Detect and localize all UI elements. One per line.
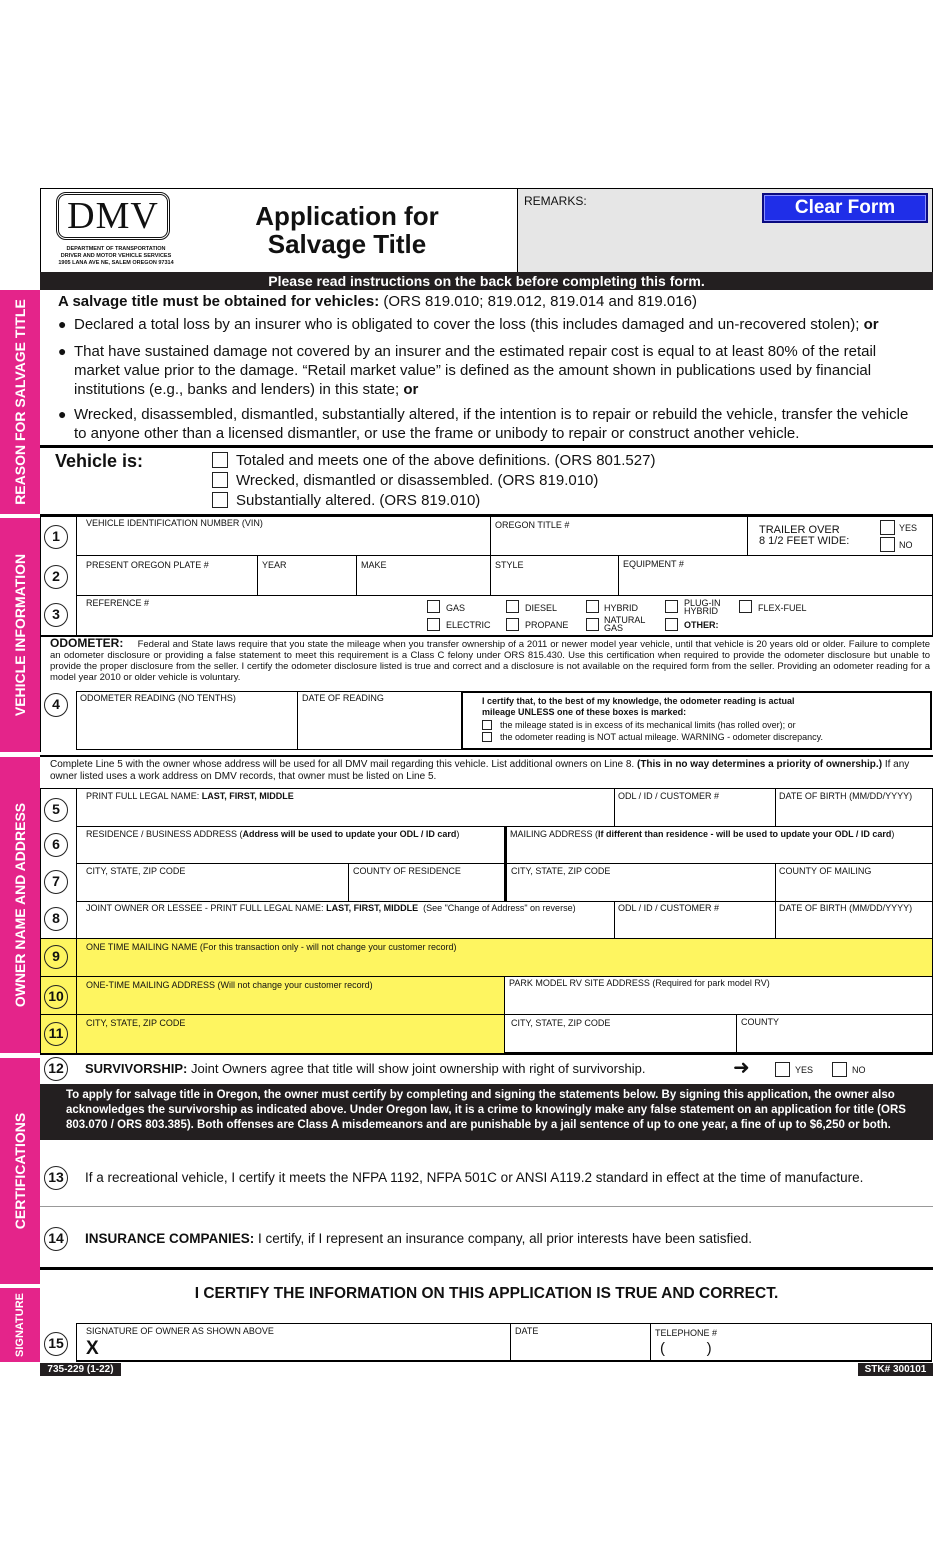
diesel-label: DIESEL	[525, 603, 558, 613]
joint-owner-label: JOINT OWNER OR LESSEE - PRINT FULL LEGAL NAME: LAST, FIRST, MIDDLE (See "Change of Address" on reverse)	[86, 903, 576, 913]
side-cert: CERTIFICATIONS	[0, 1058, 40, 1284]
no-label: NO	[899, 540, 913, 550]
signature-x: X	[86, 1338, 99, 1359]
arrow-right-icon: ➜	[733, 1057, 750, 1079]
make-label: MAKE	[361, 560, 387, 570]
mailing-city-label: CITY, STATE, ZIP CODE	[511, 866, 611, 876]
reason-heading: A salvage title must be obtained for vehicles: (ORS 819.010; 819.012, 819.014 and 819.016)	[58, 293, 697, 310]
vin-label: VEHICLE IDENTIFICATION NUMBER (VIN)	[86, 518, 263, 528]
divider	[40, 635, 933, 637]
electric-label: ELECTRIC	[446, 620, 491, 630]
hybrid-label: HYBRID	[604, 603, 639, 613]
rolled-over-label: the mileage stated is in excess of its mechanical limits (has rolled over); or	[500, 720, 796, 730]
stock-number: STK# 300101	[858, 1363, 933, 1376]
one-time-address-label: ONE-TIME MAILING ADDRESS (Will not change your customer record)	[86, 980, 373, 990]
side-reason: REASON FOR SALVAGE TITLE	[0, 290, 40, 514]
right-border	[932, 517, 933, 637]
dmv-address	[46, 246, 186, 267]
wrecked-label: Wrecked, dismantled or disassembled. (ORS 819.010)	[236, 472, 599, 489]
line-number: 6	[44, 833, 68, 857]
propane-checkbox[interactable]	[506, 618, 519, 631]
joint-owner-input[interactable]	[77, 913, 614, 937]
clear-form-button[interactable]: Clear Form	[762, 193, 928, 223]
odometer-date-input[interactable]	[298, 703, 460, 749]
logo-line-2: DRIVER AND MOTOR VEHICLE SERVICES	[60, 253, 172, 259]
survivorship-no-label: NO	[852, 1065, 866, 1075]
line-number: 1	[44, 525, 68, 549]
form-number: 735-229 (1-22)	[40, 1363, 121, 1376]
joint-odl-input[interactable]	[615, 913, 775, 937]
divider	[76, 595, 932, 596]
divider	[40, 976, 933, 977]
line-number: 4	[44, 693, 68, 717]
odl-label: ODL / ID / CUSTOMER #	[618, 791, 720, 801]
certify-statement: I CERTIFY THE INFORMATION ON THIS APPLICATION IS TRUE AND CORRECT.	[194, 1285, 779, 1302]
phone-parens: ( )	[660, 1340, 712, 1357]
vehicle-is-label: Vehicle is:	[55, 451, 144, 471]
line-number: 3	[44, 603, 68, 627]
trailer-yes-checkbox[interactable]	[880, 520, 895, 535]
plate-input[interactable]	[77, 570, 257, 594]
rv-certification: If a recreational vehicle, I certify it meets the NFPA 1192, NFPA 501C or ANSI A119.2 standard in effect at the time of manufacture.	[85, 1170, 864, 1185]
line-number: 9	[44, 945, 68, 969]
plate-label: PRESENT OREGON PLATE #	[86, 560, 209, 570]
residence-label: RESIDENCE / BUSINESS ADDRESS (Address will be used to update your ODL / ID card)	[86, 829, 460, 839]
divider	[40, 1206, 933, 1207]
other-checkbox[interactable]	[665, 618, 678, 631]
signature-label: SIGNATURE OF OWNER AS SHOWN ABOVE	[86, 1326, 274, 1336]
divider	[747, 517, 748, 555]
line-number: 11	[44, 1022, 68, 1046]
one-time-name-label: ONE TIME MAILING NAME (For this transaction only - will not change your customer record)	[86, 942, 457, 952]
owner-name-label: PRINT FULL LEGAL NAME: LAST, FIRST, MIDDLE	[86, 791, 294, 801]
oregon-title-input[interactable]	[491, 531, 747, 555]
mailing-label: MAILING ADDRESS (If different than residence - will be used to update your ODL / ID card)	[510, 829, 895, 839]
yes-label: YES	[899, 523, 918, 533]
telephone-label: TELEPHONE #	[655, 1328, 718, 1338]
not-actual-checkbox[interactable]	[482, 732, 492, 742]
flex-fuel-checkbox[interactable]	[739, 600, 752, 613]
odometer-reading-label: ODOMETER READING (NO TENTHS)	[80, 693, 236, 703]
style-label: STYLE	[495, 560, 524, 570]
line-number: 7	[44, 870, 68, 894]
owner-intro: Complete Line 5 with the owner whose address will be used for all DMV mail regarding this vehicle. List additional owners on Line 8. (This in no way determines a priority of ownership.) If any owner listed uses a work address on DMV records, that owner must be listed on Line 5.	[50, 759, 910, 782]
bullet-icon: ●	[58, 343, 67, 359]
divider	[40, 1014, 933, 1015]
style-input[interactable]	[491, 570, 618, 594]
not-actual-label: the odometer reading is NOT actual mileage. WARNING - odometer discrepancy.	[500, 732, 823, 742]
park-model-label: PARK MODEL RV SITE ADDRESS (Required for park model RV)	[509, 978, 770, 988]
joint-dob-input[interactable]	[776, 913, 932, 937]
totaled-label: Totaled and meets one of the above definitions. (ORS 801.527)	[236, 452, 656, 469]
line-number: 12	[44, 1057, 68, 1081]
title-line-2: Salvage Title	[267, 229, 427, 259]
line-number: 14	[44, 1227, 68, 1251]
remarks-label: REMARKS:	[524, 194, 587, 208]
logo-line-3: 1905 LANA AVE NE, SALEM OREGON 97314	[58, 260, 174, 266]
line-number: 2	[44, 565, 68, 589]
divider	[76, 863, 932, 864]
bullet-icon: ●	[58, 316, 67, 332]
residence-input[interactable]	[77, 839, 504, 863]
gas-checkbox[interactable]	[427, 600, 440, 613]
county-residence-input[interactable]	[349, 876, 504, 900]
page-title	[232, 202, 462, 258]
odl-input[interactable]	[615, 801, 775, 825]
altered-label: Substantially altered. (ORS 819.010)	[236, 492, 481, 509]
county-mailing-input[interactable]	[776, 876, 932, 900]
county-mailing-label: COUNTY OF MAILING	[779, 866, 872, 876]
oregon-title-label: OREGON TITLE #	[495, 520, 570, 530]
bullet-icon: ●	[58, 406, 67, 422]
park-model-input[interactable]	[505, 988, 932, 1013]
line-number: 10	[44, 985, 68, 1009]
title-line-1: Application for	[255, 201, 439, 231]
city-input[interactable]	[77, 876, 348, 900]
county-residence-label: COUNTY OF RESIDENCE	[353, 866, 461, 876]
year-input[interactable]	[258, 570, 356, 594]
survivorship-yes-checkbox[interactable]	[775, 1062, 790, 1077]
park-city-label: CITY, STATE, ZIP CODE	[511, 1018, 611, 1028]
one-time-city-label: CITY, STATE, ZIP CODE	[86, 1018, 186, 1028]
logo-line-1: DEPARTMENT OF TRANSPORTATION	[66, 246, 166, 252]
divider	[40, 445, 933, 448]
joint-odl-label: ODL / ID / CUSTOMER #	[618, 903, 720, 913]
signature-date-input[interactable]	[511, 1336, 650, 1361]
signature-input[interactable]	[77, 1336, 510, 1361]
odometer-cert-line-1: I certify that, to the best of my knowledge, the odometer reading is actual	[482, 696, 795, 706]
reason-bullet-1: Declared a total loss by an insurer who is obligated to cover the loss (this includes damaged and un-recovered stolen); or	[74, 316, 879, 333]
divider	[76, 901, 932, 902]
flex-fuel-label: FLEX-FUEL	[758, 603, 807, 613]
line-number: 13	[44, 1166, 68, 1190]
reference-label: REFERENCE #	[86, 598, 150, 608]
side-signature: SIGNATURE	[0, 1288, 40, 1362]
dob-label: DATE OF BIRTH (MM/DD/YYYY)	[779, 791, 913, 801]
dob-input[interactable]	[776, 801, 932, 825]
trailer-label: TRAILER OVER 8 1/2 FEET WIDE:	[759, 524, 850, 547]
natural-gas-label: NATURAL GAS	[604, 615, 646, 633]
owner-name-input[interactable]	[77, 801, 614, 825]
divider	[40, 1053, 933, 1055]
survivorship-text: SURVIVORSHIP: Joint Owners agree that title will show joint ownership with right of survivorship.	[85, 1061, 646, 1076]
dmv-logo	[56, 192, 170, 240]
insurance-certification: INSURANCE COMPANIES: I certify, if I represent an insurance company, all prior interests have been satisfied.	[85, 1231, 753, 1246]
rolled-over-checkbox[interactable]	[482, 720, 492, 730]
equipment-input[interactable]	[619, 570, 932, 594]
mailing-input[interactable]	[508, 839, 932, 863]
odometer-date-label: DATE OF READING	[302, 693, 384, 703]
odometer-cert-line-2: mileage UNLESS one of these boxes is marked:	[482, 707, 687, 717]
natural-gas-checkbox[interactable]	[586, 618, 599, 631]
survivorship-no-checkbox[interactable]	[832, 1062, 847, 1077]
dmv-logo-text: DMV	[67, 195, 159, 237]
instruction-bar: Please read instructions on the back before completing this form.	[40, 272, 933, 290]
side-vehicle: VEHICLE INFORMATION	[0, 518, 40, 752]
propane-label: PROPANE	[525, 620, 569, 630]
line-number: 8	[44, 907, 68, 931]
wrecked-checkbox[interactable]	[212, 472, 228, 488]
city-label: CITY, STATE, ZIP CODE	[86, 866, 186, 876]
date-label: DATE	[515, 1326, 539, 1336]
vin-input[interactable]	[77, 529, 490, 555]
trailer-no-checkbox[interactable]	[880, 537, 895, 552]
odometer-text: ODOMETER: Federal and State laws require that you state the mileage when you transfer ownership of a 2011 or newer model year vehicle, until that vehicle is 20 years old or older. Failure to complete an odometer disclosure or providing a false statement to meet this requirement is a Class C felony under ORS 815.430. Use this certification when required to provide the odometer disclosure but unable to provide the proper disclosure from the seller. I certify the odometer disclosure listed is true and correct and a disclosure is not available on the required form from the seller. Providing an odometer reading for a model year 2010 or older vehicle is voluntary.	[50, 636, 930, 683]
joint-dob-label: DATE OF BIRTH (MM/DD/YYYY)	[779, 903, 913, 913]
certification-notice: To apply for salvage title in Oregon, the owner must certify by completing and signing the statements below. By signing this application, the owner also acknowledges the survivorship as indicated above. Under Oregon law, it is a crime to knowingly make any false statement on an application for title (ORS 803.070 / ORS 803.385). Both offenses are Class A misdemeanors and are punishable by a jail sentence of up to one year, a fine of up to $6,250 or both.	[40, 1084, 933, 1140]
year-label: YEAR	[262, 560, 287, 570]
line-number: 15	[44, 1332, 68, 1356]
line-number: 5	[44, 798, 68, 822]
make-input[interactable]	[357, 570, 490, 594]
side-owner: OWNER NAME AND ADDRESS	[0, 757, 40, 1053]
reason-bullet-3: Wrecked, disassembled, dismantled, substantially altered, if the intention is to repair or rebuild the vehicle, transfer the vehicle to anyone other than a licensed dismantler, or use the frame or unibody to repair or construct another vehicle.	[74, 406, 909, 442]
equipment-label: EQUIPMENT #	[623, 559, 684, 569]
gas-label: GAS	[446, 603, 466, 613]
odometer-reading-input[interactable]	[77, 703, 297, 749]
hybrid-checkbox[interactable]	[586, 600, 599, 613]
divider	[504, 826, 507, 902]
reference-input[interactable]	[77, 608, 417, 634]
other-label: OTHER:	[684, 620, 719, 630]
divider	[76, 938, 77, 1053]
diesel-checkbox[interactable]	[506, 600, 519, 613]
plugin-hybrid-label: PLUG-IN HYBRID	[684, 598, 721, 616]
mailing-city-input[interactable]	[508, 876, 775, 900]
divider	[40, 755, 933, 757]
totaled-checkbox[interactable]	[212, 452, 228, 468]
altered-checkbox[interactable]	[212, 492, 228, 508]
reason-bullet-2: That have sustained damage not covered by an insurer and the estimated repair cost is equal to at least 80% of the retail market value prior to the damage. “Retail market value” is defined as the amount shown in publications used by financial institutions (e.g., banks and lenders) in this state; or	[74, 343, 877, 398]
park-county-input[interactable]	[737, 1028, 932, 1052]
plugin-hybrid-checkbox[interactable]	[665, 600, 678, 613]
park-city-input[interactable]	[505, 1028, 736, 1052]
park-county-label: COUNTY	[741, 1017, 779, 1027]
divider	[40, 514, 933, 517]
divider	[76, 555, 932, 556]
divider	[40, 1267, 933, 1270]
electric-checkbox[interactable]	[427, 618, 440, 631]
survivorship-yes-label: YES	[795, 1065, 814, 1075]
